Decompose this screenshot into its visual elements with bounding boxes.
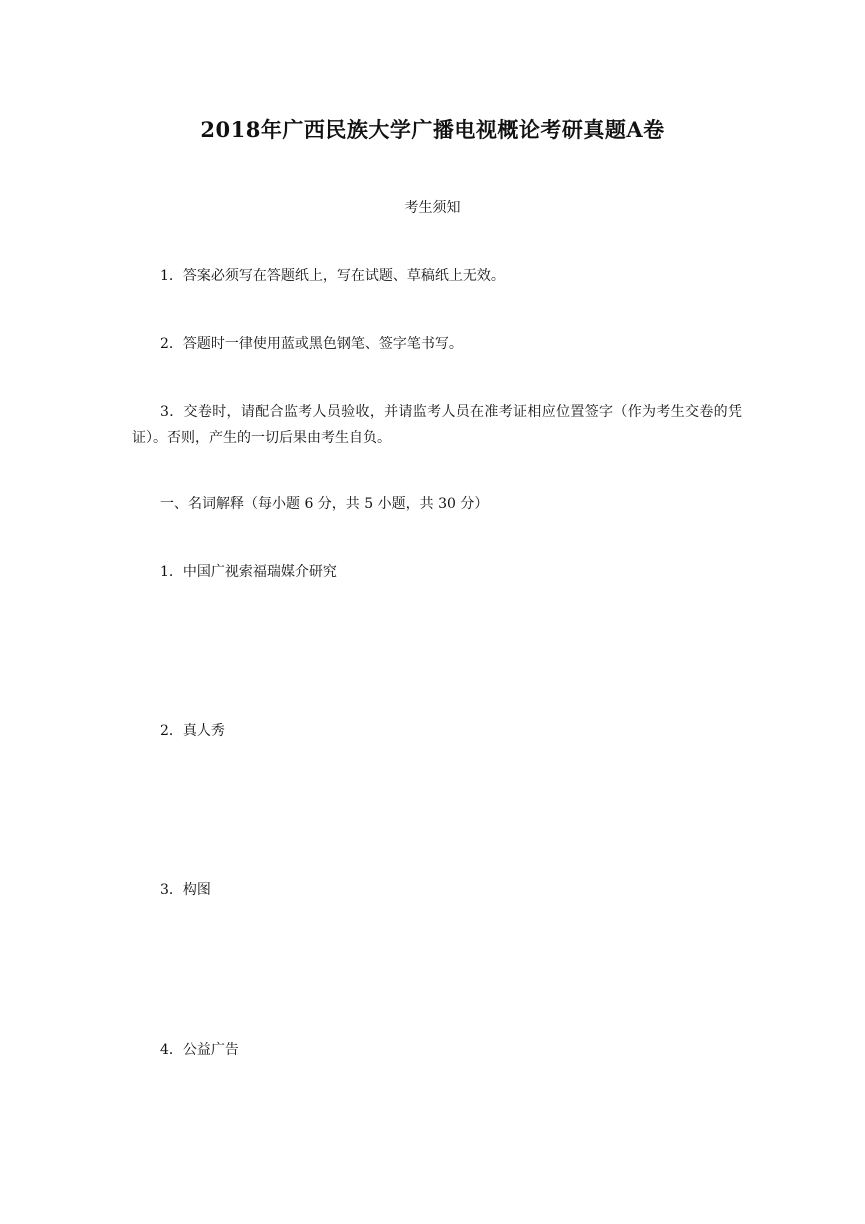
notice-heading: 考生须知 bbox=[404, 200, 461, 216]
question-3: 3．构图 bbox=[160, 882, 211, 898]
notice-item-1: 1．答案必须写在答题纸上，写在试题、草稿纸上无效。 bbox=[160, 268, 505, 284]
notice-item-2: 2．答题时一律使用蓝或黑色钢笔、签字笔书写。 bbox=[160, 336, 463, 352]
document-title: 2018年广西民族大学广播电视概论考研真题A卷 bbox=[200, 117, 665, 142]
question-2: 2．真人秀 bbox=[160, 723, 225, 739]
section-heading: 一、名词解释（每小题 6 分，共 5 小题，共 30 分） bbox=[160, 496, 489, 512]
question-4: 4．公益广告 bbox=[160, 1042, 239, 1058]
notice-item-3: 3．交卷时，请配合监考人员验收，并请监考人员在准考证相应位置签字（作为考生交卷的凭证）。否则，产生的一切后果由考生自负。 bbox=[132, 404, 742, 446]
question-1: 1．中国广视索福瑞媒介研究 bbox=[160, 564, 337, 580]
